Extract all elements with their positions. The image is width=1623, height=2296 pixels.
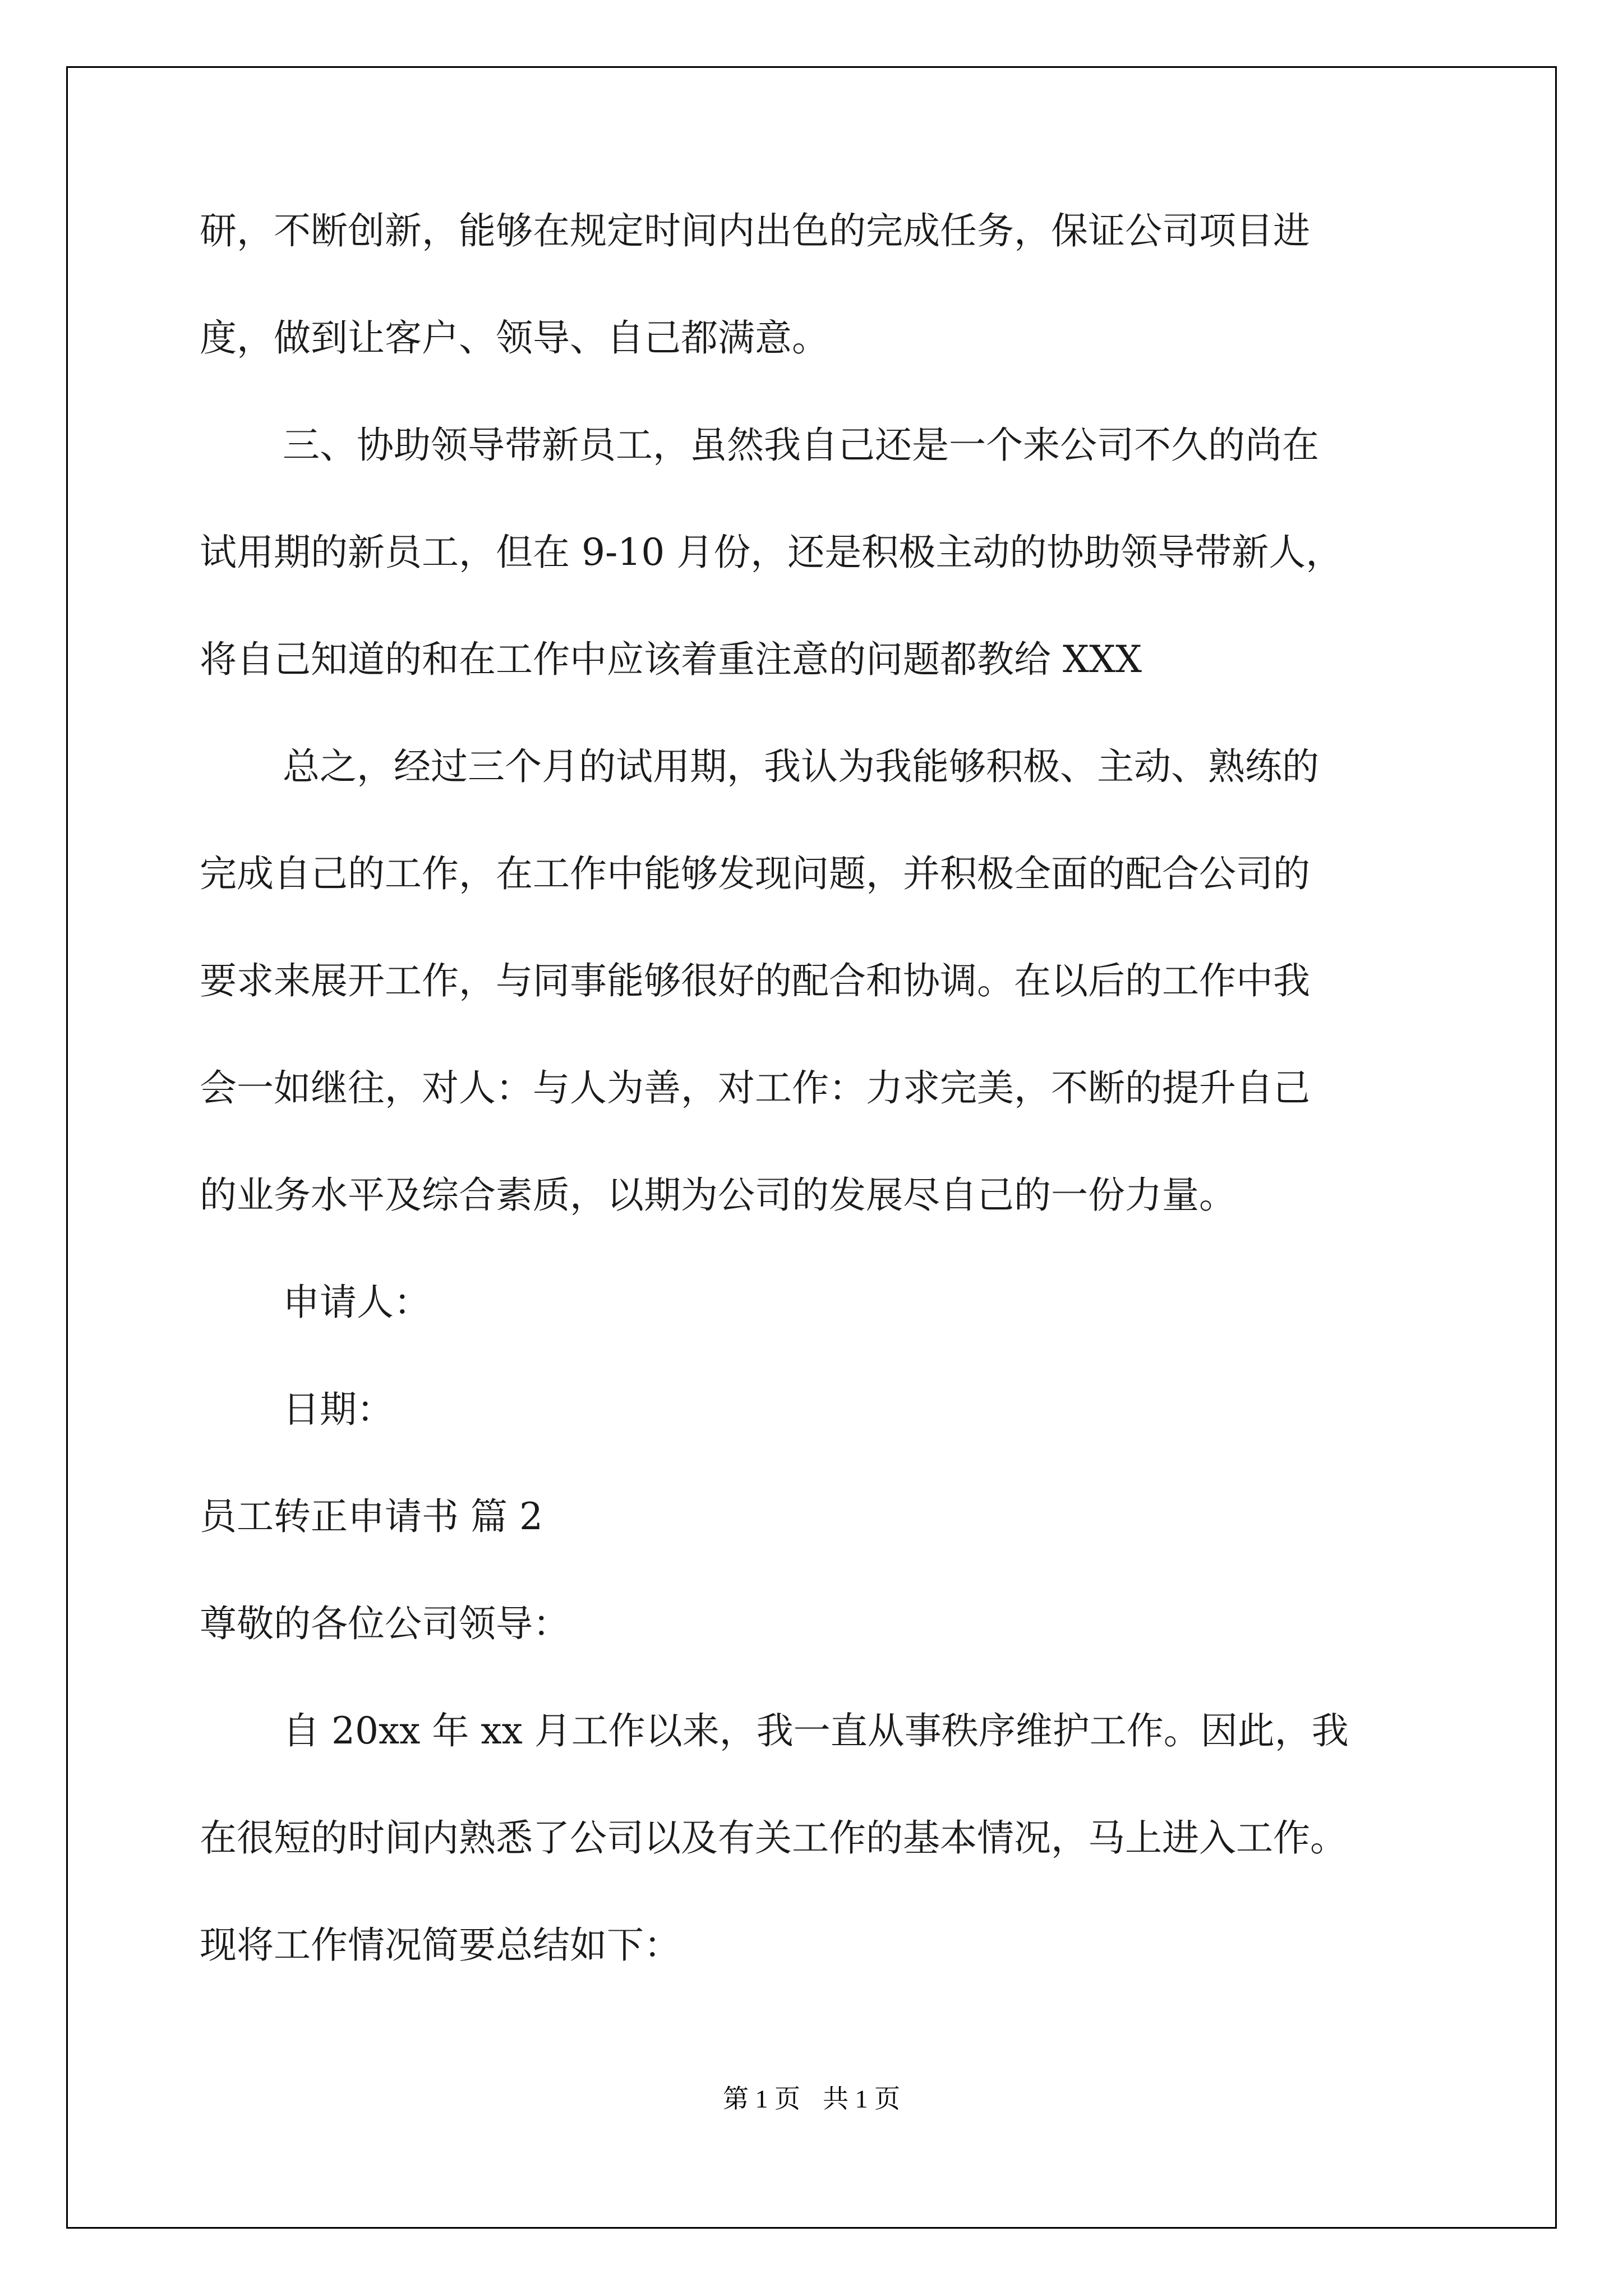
page-footer [0, 2082, 1623, 2116]
paragraph-line: 三、协助领导带新员工，虽然我自己还是一个来公司不久的尚在 [283, 424, 1319, 467]
page-number: 第 1 页 [723, 2085, 800, 2113]
date-label: 日期： [283, 1388, 394, 1431]
paragraph-line: 研，不断创新，能够在规定时间内出色的完成任务，保证公司项目进 [200, 209, 1310, 252]
paragraph-line: 在很短的时间内熟悉了公司以及有关工作的基本情况，马上进入工作。 [200, 1816, 1347, 1860]
section-heading: 员工转正申请书 篇 2 [200, 1495, 543, 1538]
salutation: 尊敬的各位公司领导： [200, 1602, 570, 1645]
document-body [200, 209, 1445, 2030]
paragraph-line: 会一如继往，对人：与人为善，对工作：力求完美，不断的提升自己 [200, 1066, 1310, 1110]
applicant-label: 申请人： [283, 1281, 431, 1324]
total-pages: 共 1 页 [823, 2085, 900, 2113]
paragraph-line: 总之，经过三个月的试用期，我认为我能够积极、主动、熟练的 [283, 745, 1319, 788]
paragraph-line: 的业务水平及综合素质，以期为公司的发展尽自己的一份力量。 [200, 1174, 1236, 1217]
paragraph-line: 将自己知道的和在工作中应该着重注意的问题都教给 XXX [200, 638, 1142, 681]
paragraph-line: 自 20xx 年 xx 月工作以来，我一直从事秩序维护工作。因此，我 [283, 1709, 1349, 1752]
paragraph-line: 完成自己的工作，在工作中能够发现问题，并积极全面的配合公司的 [200, 852, 1310, 895]
paragraph-line: 现将工作情况简要总结如下： [200, 1924, 681, 1967]
paragraph-line: 试用期的新员工，但在 9-10 月份，还是积极主动的协助领导带新人， [200, 531, 1343, 574]
paragraph-line: 要求来展开工作，与同事能够很好的配合和协调。在以后的工作中我 [200, 959, 1310, 1002]
paragraph-line: 度，做到让客户、领导、自己都满意。 [200, 316, 829, 360]
